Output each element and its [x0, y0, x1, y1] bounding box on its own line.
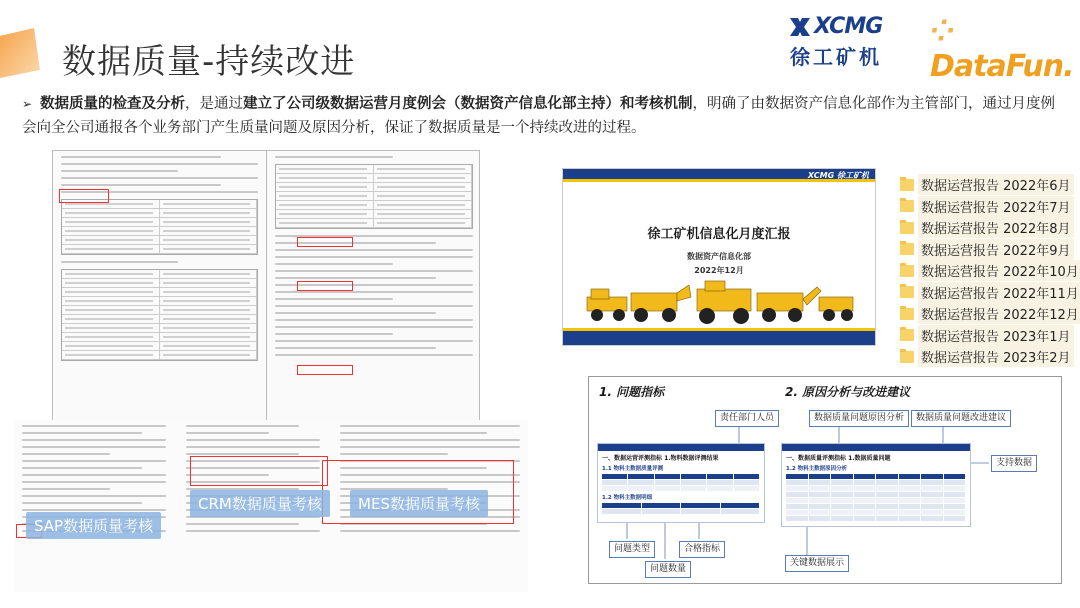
indicator-screen-sub1: 1.1 物料主数据质量评测	[602, 466, 664, 472]
datafun-logo	[930, 14, 1080, 84]
bullet-text-1: ，是通过	[185, 96, 243, 112]
highlight-box	[297, 281, 353, 291]
folder-name: 数据运营报告 2023年1月	[918, 325, 1074, 346]
sap-assessment-doc	[52, 150, 480, 422]
indicator-screen	[597, 443, 765, 523]
xcmg-logo-text: XCMG	[814, 14, 883, 39]
analysis-panel	[588, 376, 1062, 584]
folder-name: 数据运营报告 2023年2月	[918, 346, 1074, 367]
cover-department: 数据资产信息化部	[687, 252, 751, 261]
bullet-bold-1: 数据质量的检查及分析	[40, 96, 185, 112]
xcmg-logo-chinese: 徐工矿机	[790, 45, 882, 69]
bullet-arrow-icon: ➢	[22, 97, 33, 111]
problem-count-box: 问题数量	[645, 561, 691, 578]
bullet-bold-2: 建立了公司级数据运营月度例会（数据资产信息化部主持）和考核机制	[243, 96, 693, 112]
problem-type-box: 问题类型	[609, 541, 655, 558]
folder-name: 数据运营报告 2022年6月	[918, 174, 1074, 195]
folder-icon	[900, 222, 914, 234]
improvement-suggestion-box: 数据质量问题改进建议	[911, 410, 1011, 427]
key-data-box: 关键数据展示	[785, 555, 849, 572]
mining-machines-image	[579, 275, 859, 325]
corner-decoration	[0, 28, 44, 78]
folder-item[interactable]	[900, 196, 1070, 217]
page-title: 数据质量-持续改进	[62, 42, 356, 82]
support-data-box: 支持数据	[991, 455, 1037, 472]
datafun-logo-text: DataFun.	[930, 49, 1074, 84]
highlight-box	[190, 456, 328, 486]
folder-name: 数据运营报告 2022年10月	[918, 260, 1080, 281]
folder-item[interactable]	[900, 174, 1070, 195]
folder-name: 数据运营报告 2022年9月	[918, 239, 1074, 260]
cover-title: 徐工矿机信息化月度汇报	[647, 227, 791, 242]
folder-icon	[900, 265, 914, 277]
highlight-box	[297, 365, 353, 375]
qualified-indicator-box: 合格指标	[679, 541, 725, 558]
bullet-text-2: ，明确了由数据资产信息化部作为主管部门，通过月度例会向全公司通报各个业务部门产生质量问题及原因分析，保证了数据质量是一个持续改进的过程。	[22, 96, 1055, 136]
datafun-dots-icon: ⁘	[930, 14, 955, 49]
intro-bullet	[22, 92, 1062, 140]
folder-icon	[900, 286, 914, 298]
crm-assessment-label: CRM数据质量考核	[190, 490, 330, 517]
folder-item[interactable]	[900, 217, 1070, 238]
sap-assessment-label: SAP数据质量考核	[26, 512, 161, 539]
xcmg-logo	[790, 14, 898, 68]
monthly-report-cover	[562, 168, 876, 346]
cause-screen-sub1: 1.2 物料主数据原因分析	[786, 466, 848, 472]
responsible-dept-box: 责任部门人员	[715, 410, 779, 427]
cover-date: 2022年12月	[694, 266, 744, 275]
folder-icon	[900, 329, 914, 341]
folder-name: 数据运营报告 2022年7月	[918, 196, 1074, 217]
cause-analysis-heading: 2. 原因分析与改进建议	[785, 385, 911, 399]
cause-analysis-screen	[781, 443, 971, 527]
cover-logo: XCMG 徐工矿机	[807, 171, 869, 180]
folder-icon	[900, 243, 914, 255]
folder-icon	[900, 351, 914, 363]
xcmg-emblem-icon	[790, 18, 810, 36]
folder-name: 数据运营报告 2022年11月	[918, 282, 1080, 303]
highlight-box	[59, 189, 109, 203]
folder-item[interactable]	[900, 260, 1079, 281]
folder-item[interactable]	[900, 303, 1079, 324]
folder-icon	[900, 179, 914, 191]
folder-icon	[900, 308, 914, 320]
folder-icon	[900, 200, 914, 212]
folder-name: 数据运营报告 2022年12月	[918, 303, 1080, 324]
folder-name: 数据运营报告 2022年8月	[918, 217, 1074, 238]
cause-analysis-box: 数据质量问题原因分析	[809, 410, 909, 427]
folder-item[interactable]	[900, 239, 1070, 260]
indicator-screen-title: 一、数据运营评测指标 1.物料数据评测结果	[602, 455, 719, 462]
highlight-box	[297, 237, 353, 247]
indicator-screen-sub2: 1.2 物料主数据明细	[602, 495, 653, 501]
mes-assessment-label: MES数据质量考核	[350, 490, 488, 517]
folder-item[interactable]	[900, 325, 1070, 346]
cause-screen-title: 一、数据质量评测指标 1.数据质量问题	[786, 455, 891, 462]
problem-indicator-heading: 1. 问题指标	[599, 385, 665, 399]
folder-item[interactable]	[900, 282, 1079, 303]
report-folder-list	[900, 174, 1079, 368]
folder-item[interactable]	[900, 346, 1070, 367]
